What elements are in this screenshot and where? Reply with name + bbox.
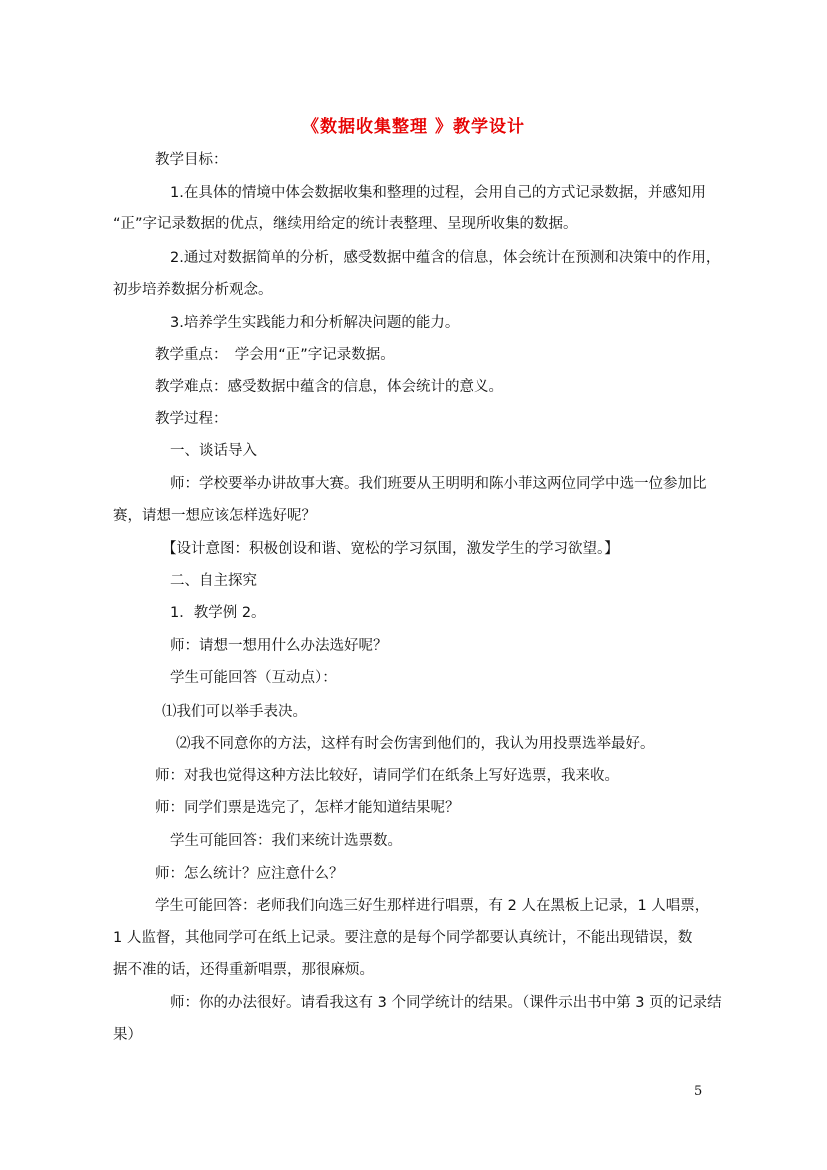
document-title: 《数据收集整理 》教学设计 — [302, 117, 525, 137]
text-line: 学生可能回答（互动点）： — [170, 670, 337, 686]
text-line: 师：对我也觉得这种方法比较好，请同学们在纸条上写好选票，我来收。 — [155, 768, 619, 784]
text-line: 二、自主探究 — [170, 573, 257, 589]
text-line: 学生可能回答：我们来统计选票数。 — [170, 833, 402, 849]
text-line: ⑵我不同意你的方法，这样有时会伤害到他们的，我认为用投票选举最好。 — [176, 736, 655, 752]
text-line: 一、谈话导入 — [170, 443, 257, 459]
text-line: 教学目标： — [155, 152, 228, 168]
text-line: 1 人监督，其他同学可在纸上记录。要注意的是每个同学都要认真统计，不能出现错误，数 — [113, 930, 693, 946]
text-line: 师：怎么统计？应注意什么？ — [155, 866, 344, 882]
text-line: 3.培养学生实践能力和分析解决问题的能力。 — [170, 315, 460, 331]
text-line: 师：请想一想用什么办法选好呢？ — [170, 638, 388, 654]
text-line: 赛，请想一想应该怎样选好呢？ — [113, 508, 316, 524]
text-line: 【设计意图：积极创设和谐、宽松的学习氛围，激发学生的学习欲望。】 — [162, 541, 619, 557]
text-line: 2.通过对数据简单的分析，感受数据中蕴含的信息，体会统计在预测和决策中的作用， — [170, 250, 721, 266]
text-line: 果） — [113, 1027, 142, 1043]
text-line: 师：你的办法很好。请看我这有 3 个同学统计的结果。（课件示出书中第 3 页的记录结 — [170, 995, 722, 1011]
text-line: 师：同学们票是选完了，怎样才能知道结果呢？ — [155, 800, 460, 816]
text-line: 教学过程： — [155, 411, 228, 427]
text-line: 教学难点：感受数据中蕴含的信息，体会统计的意义。 — [155, 379, 503, 395]
text-line: “正”字记录数据的优点，继续用给定的统计表整理、呈现所收集的数据。 — [113, 216, 578, 232]
text-line: 教学重点： 学会用“正”字记录数据。 — [155, 347, 395, 363]
text-line: ⑴我们可以举手表决。 — [162, 704, 307, 720]
text-line: 据不准的话，还得重新唱票，那很麻烦。 — [113, 962, 374, 978]
page-number: 5 — [694, 1084, 703, 1099]
text-line: 师：学校要举办讲故事大赛。我们班要从王明明和陈小菲这两位同学中选一位参加比 — [170, 476, 707, 492]
text-line: 1．教学例 2。 — [170, 605, 266, 621]
text-line: 初步培养数据分析观念。 — [113, 282, 273, 298]
text-line: 学生可能回答：老师我们向选三好生那样进行唱票，有 2 人在黑板上记录，1 人唱票， — [155, 898, 710, 914]
text-line: 1.在具体的情境中体会数据收集和整理的过程，会用自己的方式记录数据，并感知用 — [170, 185, 706, 201]
